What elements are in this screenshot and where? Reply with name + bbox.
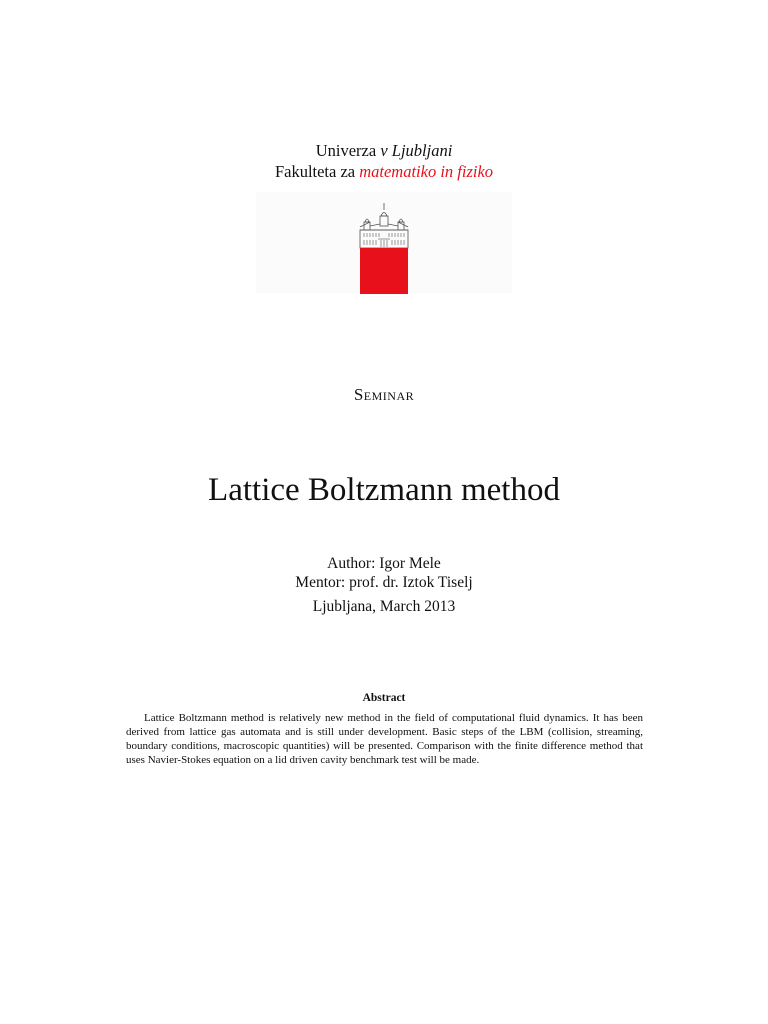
institution-header <box>0 140 768 182</box>
university-city: v Ljubljani <box>380 141 453 160</box>
abstract-heading: Abstract <box>362 692 406 704</box>
place-date: Ljubljana, March 2013 <box>312 598 456 615</box>
university-line <box>0 140 768 161</box>
mentor-line: Mentor: prof. dr. Iztok Tiselj <box>295 574 473 591</box>
faculty-line <box>0 161 768 182</box>
university-of-ljubljana-logo <box>356 200 412 294</box>
document-type: Seminar <box>353 385 415 404</box>
faculty-prefix: Fakulteta za <box>274 162 360 181</box>
abstract-text: Lattice Boltzmann method is relatively new method in the field of computational fluid dynamics. It has been derived from lattice gas automata and is still under development. Basic steps of the LBM (collision, streaming, boundary conditions, macroscopic quantities) will be presented. Comparison with the finite difference method that uses Navier-Stokes equation on a lid driven cavity benchmark test will be made. <box>126 712 643 766</box>
university-prefix: Univerza <box>315 141 381 160</box>
paper-title: Lattice Boltzmann method <box>208 472 560 508</box>
author-block <box>0 554 768 592</box>
faculty-name: matematiko in fiziko <box>359 162 494 181</box>
logo-red-block <box>360 248 408 294</box>
author-line: Author: Igor Mele <box>327 555 441 572</box>
